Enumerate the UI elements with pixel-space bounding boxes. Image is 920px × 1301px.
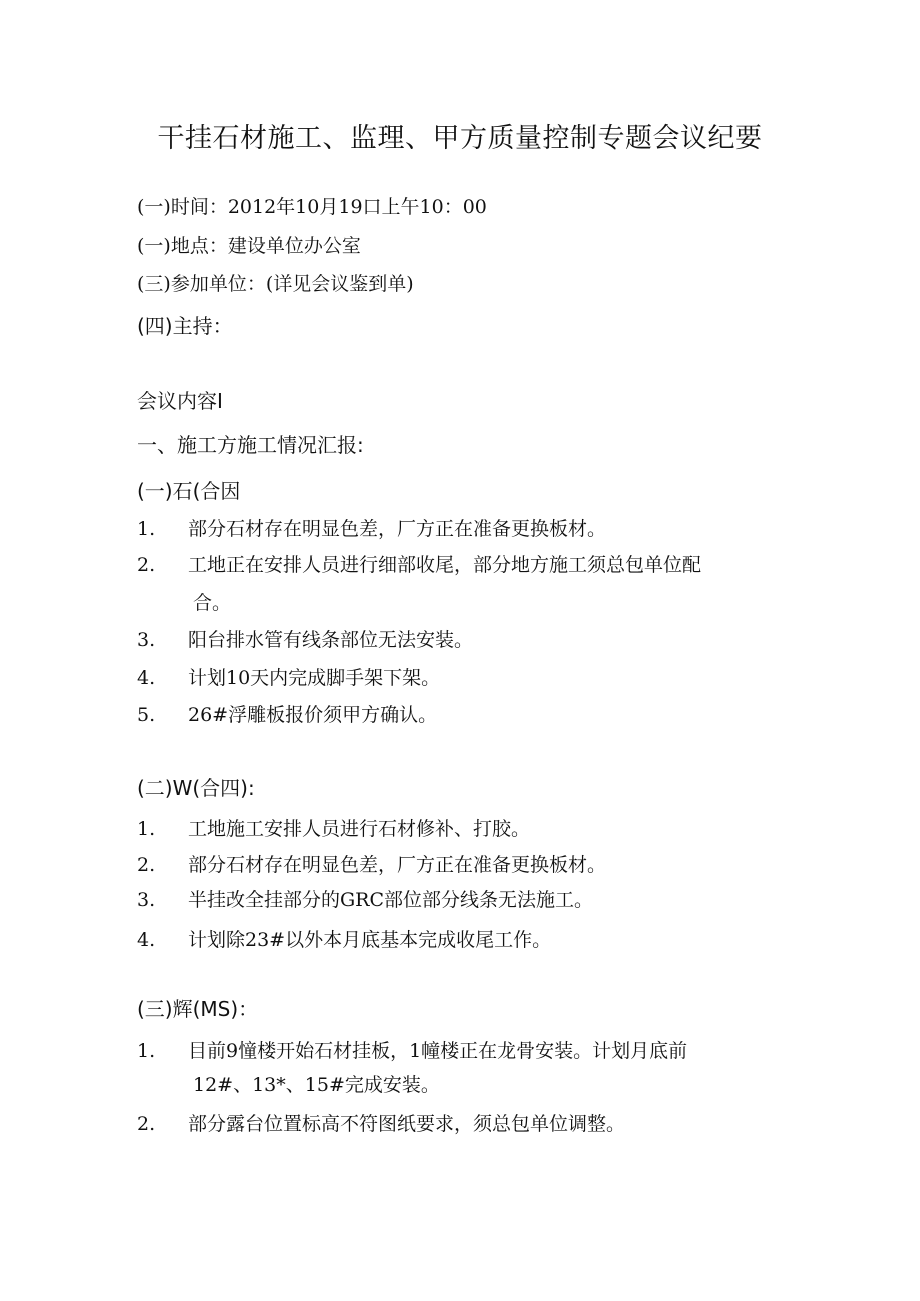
group-heading: (三)辉(MS)： bbox=[137, 997, 259, 1021]
meeting-participants: (三)参加单位：(详见会议鉴到单) bbox=[137, 273, 414, 295]
item-text: 26#浮雕板报价须甲方确认。 bbox=[188, 704, 438, 726]
item-text: 阳台排水管有线条部位无法安装。 bbox=[188, 629, 474, 651]
document-title: 干挂石材施工、监理、甲方质量控制专题会议纪要 bbox=[157, 123, 763, 154]
item-text: 目前9憧楼开始石材挂板，1幢楼正在龙骨安装。计划月底前 bbox=[188, 1040, 688, 1062]
item-text: 半挂改全挂部分的GRC部位部分线条无法施工。 bbox=[188, 889, 594, 911]
list-item bbox=[137, 517, 606, 541]
item-continuation: 合。 bbox=[193, 592, 232, 614]
item-text: 计划10天内完成脚手架下架。 bbox=[188, 667, 441, 689]
item-number: 1. bbox=[137, 518, 156, 540]
list-item bbox=[137, 703, 437, 727]
item-number: 2. bbox=[137, 854, 156, 876]
item-number: 1. bbox=[137, 818, 156, 840]
item-text: 工地施工安排人员进行石材修补、打胶。 bbox=[188, 818, 531, 840]
list-item bbox=[137, 928, 551, 952]
list-item bbox=[137, 888, 593, 912]
item-text: 部分石材存在明显色差，厂方正在准备更换板材。 bbox=[188, 518, 607, 540]
list-item bbox=[137, 853, 606, 877]
item-continuation: 12#、13*、15#完成安装。 bbox=[193, 1074, 440, 1096]
section-heading: 一、施工方施工情况汇报: bbox=[137, 433, 364, 457]
list-item bbox=[137, 628, 473, 652]
item-number: 4. bbox=[137, 929, 156, 951]
meeting-time: (一)时间：2012年10月19口上午10：00 bbox=[137, 196, 487, 218]
item-number: 2. bbox=[137, 1113, 156, 1135]
item-number: 3. bbox=[137, 629, 156, 651]
group-heading: (二)W(合四): bbox=[137, 776, 255, 800]
content-heading: 会议内容I bbox=[137, 389, 223, 413]
list-item bbox=[137, 1112, 625, 1136]
meeting-host: (四)主持： bbox=[137, 314, 233, 338]
list-item bbox=[137, 666, 440, 690]
item-number: 3. bbox=[137, 889, 156, 911]
item-number: 1. bbox=[137, 1040, 156, 1062]
list-item bbox=[137, 817, 530, 841]
list-item bbox=[137, 1039, 687, 1063]
item-number: 2. bbox=[137, 554, 156, 576]
item-text: 计划除23#以外本月底基本完成收尾工作。 bbox=[188, 929, 552, 951]
list-item bbox=[137, 553, 701, 577]
item-number: 5. bbox=[137, 704, 156, 726]
group-heading: (一)石(合因 bbox=[137, 479, 241, 503]
item-text: 部分露台位置标高不符图纸要求，须总包单位调整。 bbox=[188, 1113, 626, 1135]
meeting-location: (一)地点：建设单位办公室 bbox=[137, 235, 361, 257]
item-number: 4. bbox=[137, 667, 156, 689]
item-text: 工地正在安排人员进行细部收尾，部分地方施工须总包单位配 bbox=[188, 554, 702, 576]
item-text: 部分石材存在明显色差，厂方正在准备更换板材。 bbox=[188, 854, 607, 876]
